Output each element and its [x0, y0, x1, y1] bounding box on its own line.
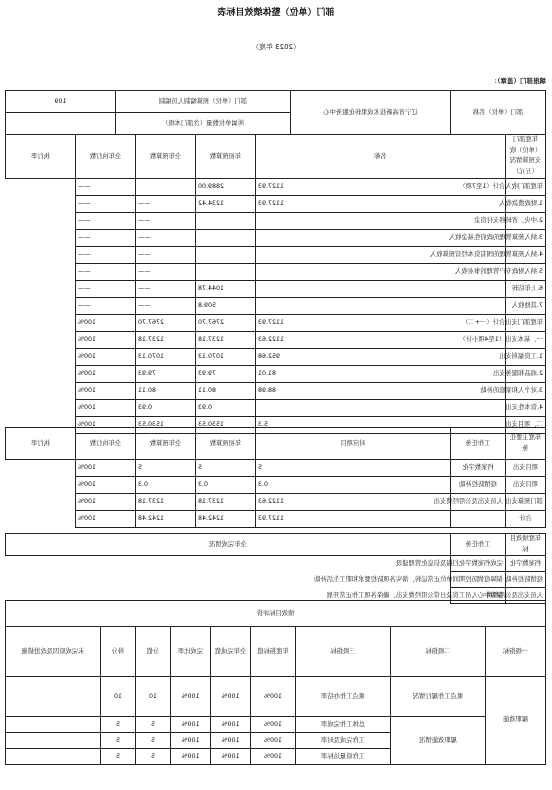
budget-row-full: 509.8: [196, 297, 256, 314]
budget-row-full: 1530.53: [196, 416, 256, 433]
eval-row-weight: 5: [136, 733, 171, 749]
budget-row-name: 一、基本支出（1至4项小计）: [506, 331, 546, 348]
budget-row-exec: ——: [136, 212, 196, 229]
budget-row-rate: ——: [76, 178, 136, 195]
count-value: [6, 113, 116, 135]
task-col-task: 工作任务: [451, 428, 506, 460]
document-year: （2023 年度）: [251, 43, 301, 51]
budget-row-plan: [256, 280, 506, 297]
budget-row-rate: ——: [76, 195, 136, 212]
budget-row-name: 2.商品和服务支出: [506, 365, 546, 382]
goal-row-task: 人员支出及公用经费: [506, 588, 546, 604]
eval-col-score: 得分: [101, 627, 136, 677]
task-col-rate: 执行率: [6, 428, 76, 460]
eval-row-score: 5: [101, 717, 136, 733]
eval-col-reason: 未完成原因及改进措施: [5, 627, 100, 677]
budget-row-rate: 100%: [76, 382, 136, 399]
eval-row-achieve: 100%: [171, 749, 211, 765]
budget-row-full: [196, 212, 256, 229]
task-row-rate: 100%: [76, 511, 136, 528]
budget-row-full: 1237.18: [196, 331, 256, 348]
goal-row-desc: 保障中心人员工资及日常公用经费支出，确保各项工作正常开展: [451, 588, 506, 604]
budget-row-full: [196, 246, 256, 263]
fill-unit-label: 填报部门（盖章）：: [490, 77, 546, 85]
budget-row-plan: [256, 399, 506, 416]
goal-col-task: 工作任务: [451, 534, 506, 556]
eval-col-l2: 二级指标: [391, 627, 486, 677]
eval-row: [5, 717, 545, 733]
budget-row: [6, 314, 546, 331]
eval-row-achieve: 100%: [171, 677, 211, 717]
budget-row-name: 二、项目支出: [506, 416, 546, 433]
task-col-plan: 年初预算数: [196, 428, 256, 460]
budget-row-full: [196, 263, 256, 280]
budget-col-plan: 年初预算数: [196, 135, 256, 179]
task-row-exec: 0.3: [136, 477, 196, 494]
budget-row-plan: 1127.93: [256, 178, 506, 195]
budget-row-plan: 1127.93: [256, 314, 506, 331]
dept-name: 辽宁省高新技术成果转化服务中心: [291, 91, 451, 135]
task-row: [6, 477, 546, 494]
task-row: [6, 460, 546, 477]
budget-row: [6, 331, 546, 348]
task-row-full: 5: [196, 460, 256, 477]
eval-col-actual: 全年完成值: [211, 627, 251, 677]
budget-row-plan: 81.01: [256, 365, 506, 382]
budget-row-rate: 100%: [76, 348, 136, 365]
budget-row-rate: 100%: [76, 416, 136, 433]
budget-row-rate: ——: [76, 229, 136, 246]
budget-row-plan: [256, 297, 506, 314]
goal-row: [6, 556, 546, 572]
budget-row-rate: ——: [76, 280, 136, 297]
eval-row-l2: 履职效能情况: [391, 717, 486, 765]
task-col-project: 对应项目: [256, 428, 451, 460]
budget-row-name: 3.纳入预算管理的政府性基金收入: [506, 229, 546, 246]
budget-row-name: 3.对个人和家庭的补助: [506, 382, 546, 399]
eval-row-l3: 工作质量达标率: [296, 749, 391, 765]
goal-row-task: 档案数字化: [506, 556, 546, 572]
count-label: 所属单位数量（含部门本级）: [116, 113, 291, 135]
budget-row: [6, 246, 546, 263]
task-row-task: 合计: [506, 511, 546, 528]
task-row-exec: 1242.48: [136, 511, 196, 528]
staff-label: 部门（单位）预算编制人员编制: [116, 91, 291, 113]
task-table: [5, 427, 546, 528]
budget-row-exec: ——: [136, 280, 196, 297]
budget-row-name: 4.纳入预算管理的国有资本经营预算收入: [506, 246, 546, 263]
goal-row-task: 疫情防控补助: [506, 572, 546, 588]
eval-row-target: 100%: [251, 717, 296, 733]
budget-row-exec: 80.11: [136, 382, 196, 399]
eval-l1-label: 履职效能: [486, 677, 546, 765]
eval-row-reason: [5, 749, 100, 765]
eval-row-reason: [5, 677, 100, 717]
budget-row-full: 2889.00: [196, 178, 256, 195]
budget-row-full: 1234.42: [196, 195, 256, 212]
budget-row-exec: 1530.53: [136, 416, 196, 433]
budget-row-plan: 952.68: [256, 348, 506, 365]
budget-row-name: 6.上年结转: [506, 280, 546, 297]
budget-row-rate: ——: [76, 297, 136, 314]
eval-row-weight: 5: [136, 749, 171, 765]
budget-row: [6, 178, 546, 195]
budget-row: [6, 280, 546, 297]
eval-col-weight: 分值: [136, 627, 171, 677]
budget-row: [6, 348, 546, 365]
budget-row-exec: [136, 178, 196, 195]
eval-row-l2: 重点工作履行情况: [391, 677, 486, 717]
task-row-plan: 1122.63: [256, 494, 451, 511]
eval-col-target: 年度指标值: [251, 627, 296, 677]
budget-row-plan: 1127.93: [256, 195, 506, 212]
task-row-plan: 0.3: [256, 477, 451, 494]
budget-row-exec: 79.93: [136, 365, 196, 382]
budget-row: [6, 365, 546, 382]
budget-row-full: 80.11: [196, 382, 256, 399]
eval-row-actual: 100%: [211, 717, 251, 733]
budget-row: [6, 195, 546, 212]
budget-row-exec: ——: [136, 229, 196, 246]
dept-label: 部门（单位）名称: [451, 91, 546, 135]
task-row-rate: 100%: [76, 494, 136, 511]
task-row-task: 项目支出: [506, 477, 546, 494]
budget-row-full: 0.93: [196, 399, 256, 416]
eval-row-actual: 100%: [211, 749, 251, 765]
task-row-project: 疫情防控补助: [451, 477, 506, 494]
eval-row-achieve: 100%: [171, 733, 211, 749]
eval-row-l3: 总体工作完成率: [296, 717, 391, 733]
budget-row-exec: 1237.18: [136, 331, 196, 348]
budget-row: [6, 382, 546, 399]
budget-row-plan: 1122.63: [256, 331, 506, 348]
task-col-exec: 全年执行数: [76, 428, 136, 460]
budget-row-full: 1044.78: [196, 280, 256, 297]
budget-row-rate: 100%: [76, 365, 136, 382]
budget-row-exec: 2767.70: [136, 314, 196, 331]
budget-row-rate: 100%: [76, 314, 136, 331]
goal-side-label: 年度绩效目标: [506, 534, 546, 556]
eval-col-l1: 一级指标: [486, 627, 546, 677]
eval-col-achieve: 完成比率: [171, 627, 211, 677]
budget-row: [6, 229, 546, 246]
budget-row-rate: 100%: [76, 331, 136, 348]
budget-table: [5, 134, 546, 434]
eval-row: [5, 677, 545, 717]
eval-row-weight: 10: [136, 677, 171, 717]
budget-row-rate: ——: [76, 263, 136, 280]
eval-row-score: 5: [101, 733, 136, 749]
task-row-plan: 1127.93: [256, 511, 451, 528]
budget-row: [6, 297, 546, 314]
budget-side-label: 年度部门（单位）收支预算情况（万元）: [506, 135, 546, 179]
eval-row-score: 5: [101, 749, 136, 765]
budget-col-full: 全年预算数: [136, 135, 196, 179]
staff-value: 109: [6, 91, 116, 113]
eval-row-reason: [5, 717, 100, 733]
budget-row-exec: ——: [136, 195, 196, 212]
goal-col-desc: 全年完成情况: [6, 534, 451, 556]
task-row: [6, 511, 546, 528]
eval-row-actual: 100%: [211, 677, 251, 717]
budget-row: [6, 212, 546, 229]
task-row-exec: 5: [136, 460, 196, 477]
eval-row-achieve: 100%: [171, 717, 211, 733]
budget-row-plan: [256, 212, 506, 229]
task-row-task: 部门预算支出: [506, 494, 546, 511]
task-row-task: 项目支出: [506, 460, 546, 477]
budget-row-rate: ——: [76, 246, 136, 263]
task-row-rate: 100%: [76, 477, 136, 494]
task-row-exec: 1237.18: [136, 494, 196, 511]
task-row-plan: 5: [256, 460, 451, 477]
budget-row-full: 1070.13: [196, 348, 256, 365]
budget-row-name: 2.中央、省转移支付资金: [506, 212, 546, 229]
goal-row-desc: 保障疫情防控期间单位正常运转，落实各项防控要求和职工生活补助: [451, 572, 506, 588]
eval-row-reason: [5, 733, 100, 749]
budget-row: [6, 263, 546, 280]
budget-col-rate: 执行率: [6, 135, 76, 179]
budget-row-rate: ——: [76, 212, 136, 229]
eval-section-title: 绩效目标评价: [5, 601, 545, 627]
task-row-project: 人员支出及公用经费支出: [451, 494, 506, 511]
budget-row-exec: ——: [136, 297, 196, 314]
task-row-full: 1237.18: [196, 494, 256, 511]
task-col-full: 全年预算数: [136, 428, 196, 460]
budget-row-exec: ——: [136, 246, 196, 263]
task-row-project: 档案数字化: [451, 460, 506, 477]
eval-row-l3: 工作完成及时率: [296, 733, 391, 749]
budget-row-name: 1.财政拨款收入: [506, 195, 546, 212]
goal-row-desc: 完成档案数字化扫描及信息化管理建设: [451, 556, 506, 572]
eval-row-l3: 重点工作办结率: [296, 677, 391, 717]
eval-row-weight: 5: [136, 717, 171, 733]
task-row-rate: 100%: [76, 460, 136, 477]
budget-row-exec: ——: [136, 263, 196, 280]
budget-row-name: 年度部门支出合计（一+二）: [506, 314, 546, 331]
budget-col-name: 名称: [256, 135, 506, 179]
budget-row-full: [196, 229, 256, 246]
budget-row-rate: 100%: [76, 399, 136, 416]
eval-col-l3: 三级指标: [296, 627, 391, 677]
header-table: [5, 90, 546, 135]
budget-row-name: 7.其他收入: [506, 297, 546, 314]
eval-row-target: 100%: [251, 677, 296, 717]
eval-row-score: 10: [101, 677, 136, 717]
budget-col-exec: 全年执行数: [76, 135, 136, 179]
budget-row-full: 79.93: [196, 365, 256, 382]
task-side-label: 年度主要任务: [506, 428, 546, 460]
document-title: 部门（单位）整体绩效目标表: [217, 8, 335, 18]
budget-row-exec: 1070.13: [136, 348, 196, 365]
budget-row-plan: 88.98: [256, 382, 506, 399]
budget-row-name: 5.纳入财政专户管理的事业收入: [506, 263, 546, 280]
task-row-project: [451, 511, 506, 528]
budget-row-plan: 5.3: [256, 416, 506, 433]
budget-row-exec: 0.93: [136, 399, 196, 416]
eval-row-target: 100%: [251, 749, 296, 765]
goal-row: [6, 572, 546, 588]
task-row-full: 1242.48: [196, 511, 256, 528]
eval-table: [5, 600, 546, 765]
budget-row-name: 年度部门收入合计（1至7项）: [506, 178, 546, 195]
eval-row-target: 100%: [251, 733, 296, 749]
task-row-full: 0.3: [196, 477, 256, 494]
task-row: [6, 494, 546, 511]
budget-row: [6, 399, 546, 416]
goal-table: [5, 533, 546, 604]
budget-row-name: 4.资本性支出: [506, 399, 546, 416]
budget-row-name: 1.工资福利支出: [506, 348, 546, 365]
budget-row-full: 2767.70: [196, 314, 256, 331]
eval-row-actual: 100%: [211, 733, 251, 749]
